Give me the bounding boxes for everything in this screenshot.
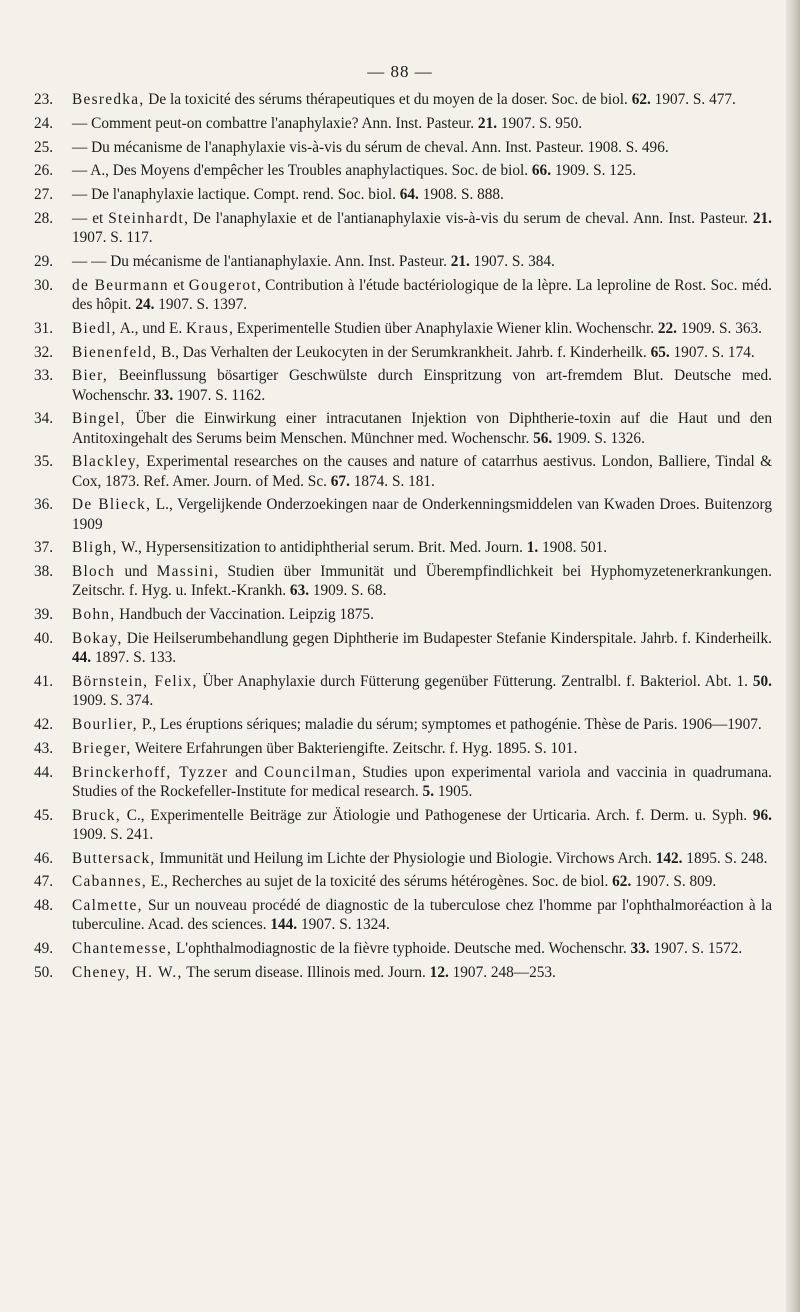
reference-volume: 33. [630, 940, 650, 958]
reference-number: 37. [34, 539, 54, 557]
reference-text: — De l'anaphylaxie lactique. Compt. rend. Soc. biol. [72, 186, 400, 204]
reference-coauthor: Kraus [186, 319, 230, 337]
reference-volume: 21. [752, 209, 772, 227]
reference-text: W., Hypersensitization to antidiphtherial serum. Brit. Med. Journ. [117, 539, 527, 557]
reference-coauthor: Councilman [264, 763, 352, 781]
reference-author: Cabannes, [72, 873, 147, 891]
reference-number: 24. [34, 114, 54, 132]
reference-entry [34, 849, 772, 868]
reference-text: De la toxicité des sérums thérapeutiques et du moyen de la doser. Soc. de biol. [144, 91, 632, 108]
reference-text: — A., Des Moyens d'empêcher les Troubles anaphylactiques. Soc. de biol. [72, 162, 532, 180]
reference-author: de Beurmann [72, 276, 169, 294]
reference-text: 1907. S. 117. [72, 229, 153, 247]
reference-text: — Comment peut-on combattre l'anaphylaxie? Ann. Inst. Pasteur. [72, 114, 478, 132]
reference-text: B., Das Verhalten der Leukocyten in der Serumkrankheit. Jahrb. f. Kinderheilk. [157, 343, 651, 361]
page-edge [786, 0, 800, 1312]
reference-text: — — Du mécanisme de l'antianaphylaxie. Ann. Inst. Pasteur. [72, 252, 451, 270]
reference-volume: 5. [422, 782, 435, 800]
reference-entry [34, 562, 772, 600]
reference-entry [34, 896, 772, 934]
reference-number: 48. [34, 897, 54, 915]
reference-author: Buttersack, [72, 849, 156, 867]
reference-text: , Studien über Immunität und Überempfindlichkeit bei Hyphomyzetenerkrankungen. Zeitschr. f. Hyg. u. Infekt.-Krankh. [72, 563, 772, 600]
reference-text: L., Vergelijkende Onderzoekingen naar de Onderkenningsmiddelen van Kwaden Droes. Buitenzorg 1909 [72, 496, 772, 533]
reference-volume: 142. [655, 849, 683, 867]
reference-entry [34, 276, 772, 314]
reference-text: 1909. S. 241. [72, 825, 154, 843]
reference-number: 29. [34, 252, 54, 270]
reference-text: 1909. S. 125. [551, 162, 637, 180]
reference-author: Calmette, [72, 897, 143, 915]
reference-text: Sur un nouveau procédé de diagnostic de la tuberculose chez l'homme par l'ophthalmoréaction à la tuberculine. Acad. des sciences. [72, 897, 772, 934]
reference-entry [34, 114, 772, 133]
reference-entry [34, 343, 772, 362]
reference-author: Bienenfeld, [72, 343, 158, 361]
reference-author: Bloch [72, 563, 116, 581]
reference-text: 1907. S. 809. [631, 873, 717, 891]
reference-number: 43. [34, 739, 54, 757]
reference-entry [34, 252, 772, 271]
reference-author: Bourlier, [72, 715, 138, 733]
reference-volume: 66. [531, 162, 552, 180]
reference-volume: 1. [526, 539, 539, 557]
reference-number: 35. [34, 453, 54, 471]
reference-coauthor: Steinhardt [108, 209, 185, 227]
reference-text: 1909. S. 68. [309, 582, 387, 600]
reference-volume: 50. [752, 672, 772, 690]
reference-entry [34, 939, 772, 958]
reference-entry [34, 806, 772, 844]
reference-text: P., Les éruptions sériques; maladie du sérum; symptomes et pathogénie. Thèse de Paris. 1906—1907. [137, 715, 762, 733]
reference-volume: 24. [135, 295, 155, 313]
reference-volume: 64. [399, 186, 419, 204]
reference-number: 49. [34, 940, 54, 958]
reference-number: 42. [34, 715, 54, 733]
reference-coauthor: Massini [156, 563, 215, 581]
reference-volume: 63. [289, 582, 310, 600]
reference-text: Weitere Erfahrungen über Bakteriengifte. Zeitschr. f. Hyg. 1895. S. 101. [131, 739, 578, 757]
reference-number: 44. [34, 763, 54, 781]
reference-author: Brieger, [72, 739, 132, 757]
reference-author: Bohn, [72, 606, 116, 624]
reference-text: 1874. S. 181. [349, 472, 435, 490]
reference-text: and [228, 763, 265, 781]
reference-author: Bligh, [72, 539, 118, 557]
reference-entry [34, 739, 772, 758]
reference-text: , De l'anaphylaxie et de l'antianaphylaxie vis-à-vis du serum de cheval. Ann. Inst. Pasteur. [184, 209, 753, 227]
reference-text: Die Heilserumbehandlung gegen Diphtherie im Budapester Stefanie Kinderspitale. Jahrb. f. Kinderheilk. [122, 629, 772, 647]
reference-entry [34, 629, 772, 667]
reference-entry [34, 90, 772, 109]
reference-text: 1908. S. 888. [418, 186, 504, 204]
reference-volume: 144. [270, 916, 298, 934]
reference-number: 47. [34, 873, 54, 891]
reference-text: et [168, 276, 189, 294]
reference-entry [34, 963, 772, 982]
reference-text: 1907. S. 1397. [154, 295, 248, 313]
reference-number: 31. [34, 319, 54, 337]
reference-text: Immunität und Heilung im Lichte der Physiologie und Biologie. Virchows Arch. [155, 849, 656, 867]
reference-text: 1905. [434, 782, 473, 800]
reference-entry [34, 715, 772, 734]
reference-number: 32. [34, 343, 54, 361]
reference-text: 1907. 248—253. [448, 963, 556, 981]
reference-number: 40. [34, 629, 54, 647]
reference-volume: 96. [752, 806, 772, 824]
reference-number: 34. [34, 410, 54, 428]
reference-number: 46. [34, 849, 54, 867]
reference-author: Bokay, [72, 629, 123, 647]
reference-text: Beeinflussung bösartiger Geschwülste durch Einspritzung von art-fremdem Blut. Deutsche med. Wochenschr. [72, 367, 772, 404]
reference-text: — et [72, 209, 109, 227]
page-number: — 88 — [367, 62, 433, 81]
reference-entry [34, 209, 772, 247]
reference-number: 26. [34, 162, 54, 180]
reference-entry [34, 672, 772, 710]
reference-number: 38. [34, 563, 54, 581]
reference-text: 1907. S. 950. [497, 114, 583, 132]
reference-text: The serum disease. Illinois med. Journ. [182, 963, 430, 981]
reference-text: 1897. S. 133. [91, 649, 177, 667]
reference-author: Blackley, [72, 453, 141, 471]
reference-entry [34, 409, 772, 447]
reference-text: A., und E. [116, 319, 187, 337]
reference-entry [34, 538, 772, 557]
reference-volume: 62. [631, 91, 651, 108]
reference-text: , Studies upon experimental variola and vaccinia in quadrumana. Studies of the Rockefeller-Institute for medical research. [72, 763, 772, 800]
reference-text: 1907. S. 1162. [173, 386, 266, 404]
reference-entry [34, 138, 772, 157]
reference-entry [34, 495, 772, 533]
reference-author: Chantemesse, [72, 940, 173, 958]
reference-text: , Contribution à l'étude bactériologique de la lèpre. La leproline de Rost. Soc. méd. des hôpit. [72, 276, 772, 313]
reference-number: 39. [34, 606, 54, 624]
reference-text: 1907. S. 384. [469, 252, 555, 270]
reference-entry [34, 605, 772, 624]
reference-text: und [115, 563, 157, 581]
reference-author: Cheney, H. W., [72, 963, 183, 981]
reference-text: 1907. S. 477. [650, 91, 736, 108]
reference-volume: 21. [450, 252, 470, 270]
reference-text: Über Anaphylaxie durch Fütterung gegenüber Fütterung. Zentralbl. f. Bakteriol. Abt. 1. [197, 672, 753, 690]
reference-number: 27. [34, 186, 54, 204]
reference-volume: 56. [533, 429, 553, 447]
reference-author: De Blieck, [72, 496, 152, 514]
reference-text: C., Experimentelle Beiträge zur Ätiologie und Pathogenese der Urticaria. Arch. f. Derm. u. Syph. [121, 806, 753, 824]
reference-number: 33. [34, 367, 54, 385]
reference-list [34, 90, 772, 987]
reference-number: 30. [34, 276, 54, 294]
reference-author: Brinckerhoff, Tyzzer [72, 763, 229, 781]
reference-text: 1895. S. 248. [682, 849, 768, 867]
reference-number: 36. [34, 496, 54, 514]
reference-number: 23. [34, 91, 54, 108]
reference-text: , Experimentelle Studien über Anaphylaxie Wiener klin. Wochenschr. [229, 319, 658, 337]
reference-text: 1907. S. 1572. [649, 940, 743, 958]
reference-volume: 44. [72, 649, 92, 667]
reference-coauthor: Gougerot [188, 276, 257, 294]
reference-author: Bingel, [72, 410, 126, 428]
reference-text: 1907. S. 174. [669, 343, 755, 361]
reference-entry [34, 366, 772, 404]
reference-number: 45. [34, 806, 54, 824]
reference-volume: 67. [330, 472, 350, 490]
reference-text: 1909. S. 374. [72, 692, 154, 710]
reference-volume: 33. [154, 386, 174, 404]
reference-entry [34, 872, 772, 891]
reference-volume: 12. [429, 963, 449, 981]
reference-entry [34, 319, 772, 338]
reference-text: 1908. 501. [538, 539, 608, 557]
reference-number: 28. [34, 209, 54, 227]
reference-text: E., Recherches au sujet de la toxicité des sérums hétérogènes. Soc. de biol. [147, 873, 613, 891]
reference-text: 1907. S. 1324. [297, 916, 390, 934]
reference-entry [34, 185, 772, 204]
reference-author: Besredka, [72, 91, 145, 108]
reference-number: 50. [34, 963, 54, 981]
reference-text: 1909. S. 1326. [552, 429, 645, 447]
reference-author: Biedl, [72, 319, 117, 337]
reference-volume: 65. [650, 343, 670, 361]
reference-text: Über die Einwirkung einer intracutanen Injektion von Diphtherie-toxin auf die Haut und den Antitoxingehalt des Serums beim Menschen. Münchner med. Wochenschr. [72, 410, 772, 447]
reference-text: — Du mécanisme de l'anaphylaxie vis-à-vis du sérum de cheval. Ann. Inst. Pasteur. 1908. S. 496. [72, 138, 669, 156]
reference-author: Bier, [72, 367, 109, 385]
reference-entry [34, 452, 772, 490]
reference-text: 1909. S. 363. [676, 319, 762, 337]
reference-entry [34, 763, 772, 801]
reference-volume: 62. [612, 873, 632, 891]
reference-author: Börnstein, Felix, [72, 672, 198, 690]
reference-entry [34, 161, 772, 180]
reference-volume: 21. [477, 114, 498, 132]
reference-text: Handbuch der Vaccination. Leipzig 1875. [115, 606, 374, 624]
reference-number: 25. [34, 138, 54, 156]
reference-author: Bruck, [72, 806, 122, 824]
reference-text: L'ophthalmodiagnostic de la fièvre typhoide. Deutsche med. Wochenschr. [172, 940, 631, 958]
reference-volume: 22. [657, 319, 677, 337]
reference-text: Experimental researches on the causes and nature of catarrhus aestivus. London, Balliere, Tindal & Cox, 1873. Ref. Amer. Journ. of Med. Sc. [72, 453, 772, 490]
reference-number: 41. [34, 672, 54, 690]
